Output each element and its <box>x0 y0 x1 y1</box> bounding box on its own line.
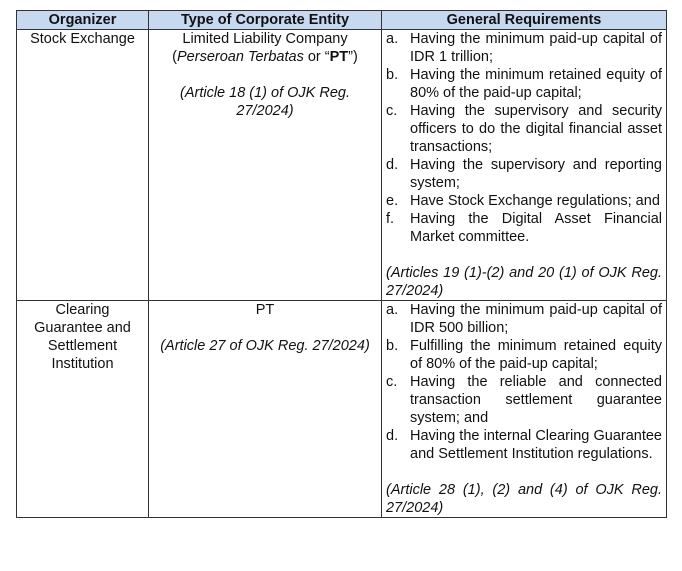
requirement-text: Having the supervisory and reporting system; <box>410 157 662 191</box>
requirement-item <box>386 373 662 427</box>
organizer-cell: Stock Exchange <box>17 30 149 301</box>
requirement-marker: d. <box>386 428 399 444</box>
requirement-marker: c. <box>386 374 398 390</box>
requirement-marker: a. <box>386 31 399 47</box>
requirement-text: Having the supervisory and security officers to do the digital financial asset transactions; <box>410 103 662 155</box>
requirement-text: Having the reliable and connected transaction settlement guarantee system; and <box>410 374 662 426</box>
entity-cell <box>149 301 382 518</box>
table-row <box>17 30 667 301</box>
entity-name: PT <box>255 302 275 318</box>
requirement-marker: d. <box>386 157 399 173</box>
requirement-text: Have Stock Exchange regulations; and <box>410 193 660 209</box>
entity-reference: (Article 27 of OJK Reg. 27/2024) <box>160 338 370 354</box>
requirement-text: Having the minimum paid-up capital of IDR 500 billion; <box>410 302 662 336</box>
requirement-text: Having the Digital Asset Financial Market committee. <box>410 211 662 245</box>
requirement-marker: b. <box>386 338 399 354</box>
requirement-item <box>386 337 662 373</box>
requirement-item <box>386 301 662 337</box>
requirement-item <box>386 210 662 246</box>
header-row <box>17 11 667 30</box>
requirements-cell <box>382 301 667 518</box>
requirement-text: Fulfilling the minimum retained equity of 80% of the paid-up capital; <box>410 338 662 372</box>
entity-name: Limited Liability Company <box>182 31 348 47</box>
entity-reference: (Article 18 (1) of OJK Reg. 27/2024) <box>179 85 351 119</box>
requirements-cell <box>382 30 667 301</box>
requirement-marker: f. <box>386 211 395 227</box>
requirements-reference: (Articles 19 (1)-(2) and 20 (1) of OJK Reg. 27/2024) <box>386 265 662 299</box>
requirements-list <box>386 301 662 463</box>
entity-alias: (Perseroan Terbatas or “PT”) <box>172 49 358 65</box>
requirement-item <box>386 102 662 156</box>
header-organizer: Organizer <box>17 11 149 30</box>
requirements-list <box>386 30 662 246</box>
requirement-text: Having the minimum retained equity of 80% of the paid-up capital; <box>410 67 662 101</box>
requirement-text: Having the internal Clearing Guarantee and Settlement Institution regulations. <box>410 428 662 462</box>
requirement-marker: a. <box>386 302 399 318</box>
table-row <box>17 301 667 518</box>
requirement-item <box>386 427 662 463</box>
requirement-marker: b. <box>386 67 399 83</box>
requirement-marker: e. <box>386 193 399 209</box>
requirements-table <box>16 10 667 518</box>
requirement-item <box>386 66 662 102</box>
requirement-marker: c. <box>386 103 398 119</box>
requirements-reference: (Article 28 (1), (2) and (4) of OJK Reg. 27/2024) <box>386 482 662 516</box>
organizer-cell: Clearing Guarantee and Settlement Institution <box>17 301 149 518</box>
header-general-requirements: General Requirements <box>382 11 667 30</box>
requirement-item <box>386 192 662 210</box>
requirement-text: Having the minimum paid-up capital of IDR 1 trillion; <box>410 31 662 65</box>
entity-cell <box>149 30 382 301</box>
header-entity-type: Type of Corporate Entity <box>149 11 382 30</box>
requirement-item <box>386 156 662 192</box>
requirement-item <box>386 30 662 66</box>
